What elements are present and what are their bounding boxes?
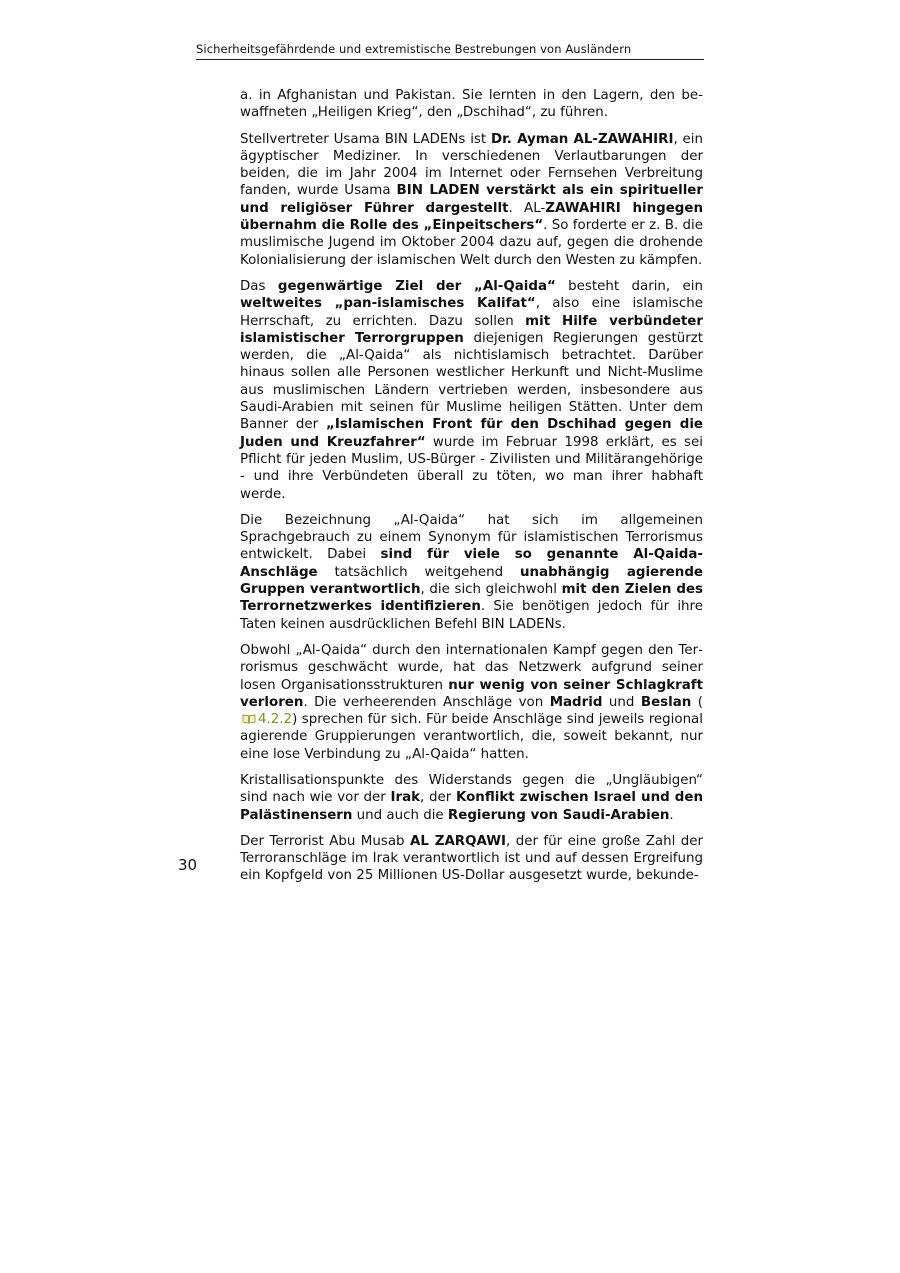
text: , ein ägyptischer Mediziner. In verschiedenen Verlautbarungen der beiden, die im Jahr 2004 im Internet oder Fernsehen Verbreitung fanden, wurde Usama bbox=[240, 131, 703, 199]
bold-text: Konflikt zwischen Israel und den Palästinensern bbox=[240, 790, 703, 823]
page-number: 30 bbox=[178, 856, 198, 874]
text: , die sich gleichwohl bbox=[420, 582, 562, 598]
text: und auch die bbox=[352, 807, 448, 823]
cross-reference-link[interactable]: 4.2.2 bbox=[258, 712, 293, 728]
paragraph bbox=[240, 642, 703, 763]
text: . So forderte er z. B. die muslimische Jugend im Oktober 2004 dazu auf, gegen die drohende Kolonialisierung der islamischen Welt durch den Westen zu kämpfen. bbox=[240, 218, 703, 268]
text: . bbox=[669, 807, 674, 823]
running-header: Sicherheitsgefährdende und extremistische Bestrebungen von Ausländern bbox=[196, 42, 704, 60]
text: , also eine islamische Herrschaft, zu errichten. Dazu sollen bbox=[240, 296, 703, 329]
text: ) sprechen für sich. Für beide Anschläge sind jeweils regional agierende Gruppierungen verantwortlich, die, soweit bekannt, nur eine lose Verbindung zu „Al-Qaida“ hatten. bbox=[240, 712, 703, 762]
paragraph bbox=[240, 87, 703, 122]
bold-text: Irak bbox=[390, 790, 421, 806]
text: , der bbox=[420, 790, 456, 806]
text: und bbox=[602, 694, 641, 710]
bold-text: ZAWAHIRI hingegen übernahm die Rolle des „Einpeitschers“ bbox=[240, 200, 704, 234]
bold-text: weltweites „pan-islamisches Kalifat“ bbox=[240, 296, 536, 312]
text: besteht darin, ein bbox=[555, 278, 703, 294]
text: a. in Afghanistan und Pakistan. Sie lernten in den Lagern, den bewaffneten „Heiligen Krieg“, den „Dschihad“, zu führen. bbox=[240, 88, 703, 121]
paragraph bbox=[240, 131, 703, 269]
text: wurde im Februar 1998 erklärt, es sei Pflicht für jeden Muslim, US-Bürger - Zivilisten und Militärangehörige - und ihre Verbündeten überall zu töten, wo man ihrer habhaft werde. bbox=[240, 434, 703, 502]
text: , der für eine große Zahl der Terroranschläge im Irak verantwortlich ist und auf dessen Ergreifung ein Kopfgeld von 25 Millionen US-Dollar ausgesetzt wurde, bekunde- bbox=[240, 833, 703, 884]
text: Stellvertreter Usama BIN LADENs ist bbox=[240, 131, 491, 147]
text: . Die verheerenden Anschläge von bbox=[303, 694, 550, 710]
body-text bbox=[240, 87, 703, 894]
bold-text: mit den Zielen des Terrornetzwerkes identifizieren bbox=[240, 582, 704, 615]
bold-text: sind für viele so genannte Al-Qaida-Anschläge bbox=[240, 547, 703, 580]
text: Obwohl „Al-Qaida“ durch den internationalen Kampf gegen den Terrorismus geschwächt wurde, hat das Netzwerk aufgrund seiner losen Organisationsstrukturen bbox=[240, 642, 703, 693]
bold-text: BIN LADEN verstärkt als ein spiritueller und religiöser Führer dargestellt bbox=[240, 183, 703, 216]
text: Der Terrorist Abu Musab bbox=[240, 833, 410, 849]
bold-text: Beslan bbox=[640, 694, 692, 710]
text: Kristallisationspunkte des Widerstands gegen die „Ungläubigen“ sind nach wie vor der bbox=[240, 772, 703, 806]
bold-text: nur wenig von seiner Schlagkraft verloren bbox=[240, 677, 703, 710]
paragraph bbox=[240, 833, 703, 885]
text: ( bbox=[691, 694, 704, 710]
bold-text: „Islamischen Front für den Dschihad gegen die Juden und Kreuzfahrer“ bbox=[240, 417, 703, 450]
text: tatsächlich weitgehend bbox=[317, 564, 520, 580]
bold-text: unabhängig agierende Gruppen verantwortlich bbox=[240, 564, 703, 598]
bold-text: Dr. Ayman AL-ZAWAHIRI bbox=[491, 131, 674, 147]
bold-text: Madrid bbox=[549, 694, 603, 710]
book-icon bbox=[242, 714, 256, 724]
bold-text: AL ZARQAWI bbox=[409, 833, 507, 849]
paragraph bbox=[240, 278, 703, 503]
bold-text: Regierung von Saudi-Arabien bbox=[447, 807, 670, 823]
text: . AL- bbox=[508, 200, 546, 216]
bold-text: gegenwärtige Ziel der „Al-Qaida“ bbox=[277, 278, 556, 294]
paragraph bbox=[240, 512, 703, 633]
text: . Sie benötigen jedoch für ihre Taten keinen ausdrücklichen Befehl BIN LADENs. bbox=[240, 599, 703, 632]
text: Die Bezeichnung „Al-Qaida“ hat sich im allgemeinen Sprachgebrauch zu einem Synonym für islamistischen Terrorismus entwickelt. Dabei bbox=[240, 512, 703, 563]
text: diejenigen Regierungen gestürzt werden, die „Al-Qaida“ als nichtislamisch betrachtet. Darüber hinaus sollen alle Personen westlicher Herkunft und Nicht-Muslime aus muslimischen Ländern vertrieben werden, insbesondere aus Saudi-Arabien mit seinen für Muslime heiligen Stätten. Unter dem Banner der bbox=[240, 330, 703, 433]
paragraph bbox=[240, 772, 703, 824]
bold-text: mit Hilfe verbündeter islamistischer Terrorgruppen bbox=[240, 313, 703, 346]
text: Das bbox=[240, 278, 278, 294]
